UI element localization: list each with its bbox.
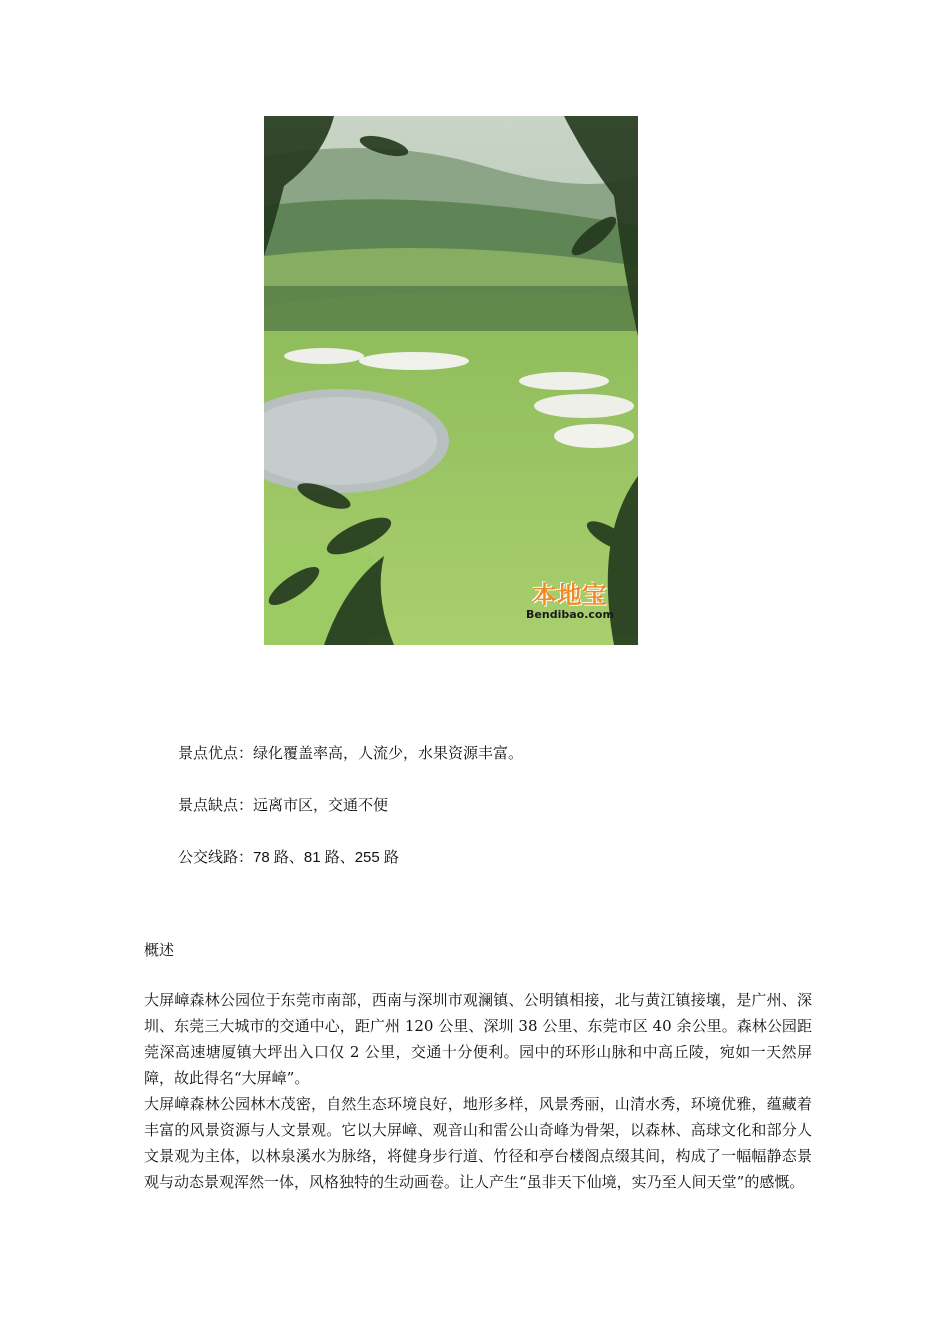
logo-text: 本地宝 [532, 581, 608, 609]
bus-routes: 78 路、81 路、255 路 [253, 849, 399, 866]
watermark-logo [510, 582, 630, 621]
pros-line: 景点优点：绿化覆盖率高，人流少，水果资源丰富。 [178, 744, 524, 762]
overview-paragraph-1: 大屏嶂森林公园位于东莞市南部，西南与深圳市观澜镇、公明镇相接，北与黄江镇接壤，是广州、深圳、东莞三大城市的交通中心，距广州 120 公里、深圳 38 公里、东莞市区 40 余公里。森林公园距莞深高速塘厦镇大坪出入口仅 2 公里，交通十分便利。园中的环形山脉和中高丘陵，宛如一天然屏障，故此得名“大屏嶂”。 [144, 991, 812, 1087]
cons-line: 景点缺点：远离市区，交通不便 [178, 796, 389, 814]
bus-line [178, 847, 399, 868]
golf-course-illustration [264, 116, 638, 645]
logo-url-text: Bendibao.com [526, 608, 614, 621]
overview-paragraph-2: 大屏嶂森林公园林木茂密，自然生态环境良好，地形多样，风景秀丽，山清水秀，环境优雅，蕴藏着丰富的风景资源与人文景观。它以大屏嶂、观音山和雷公山奇峰为骨架，以森林、高球文化和部分人文景观为主体，以林泉溪水为脉络，将健身步行道、竹径和亭台楼阁点缀其间，构成了一幅幅静态景观与动态景观浑然一体，风格独特的生动画卷。让人产生“虽非天下仙境，实乃至人间天堂”的感慨。 [144, 1095, 812, 1191]
overview-heading: 概述 [144, 941, 175, 959]
park-photo [264, 116, 638, 645]
bus-label: 公交线路： [178, 848, 254, 866]
